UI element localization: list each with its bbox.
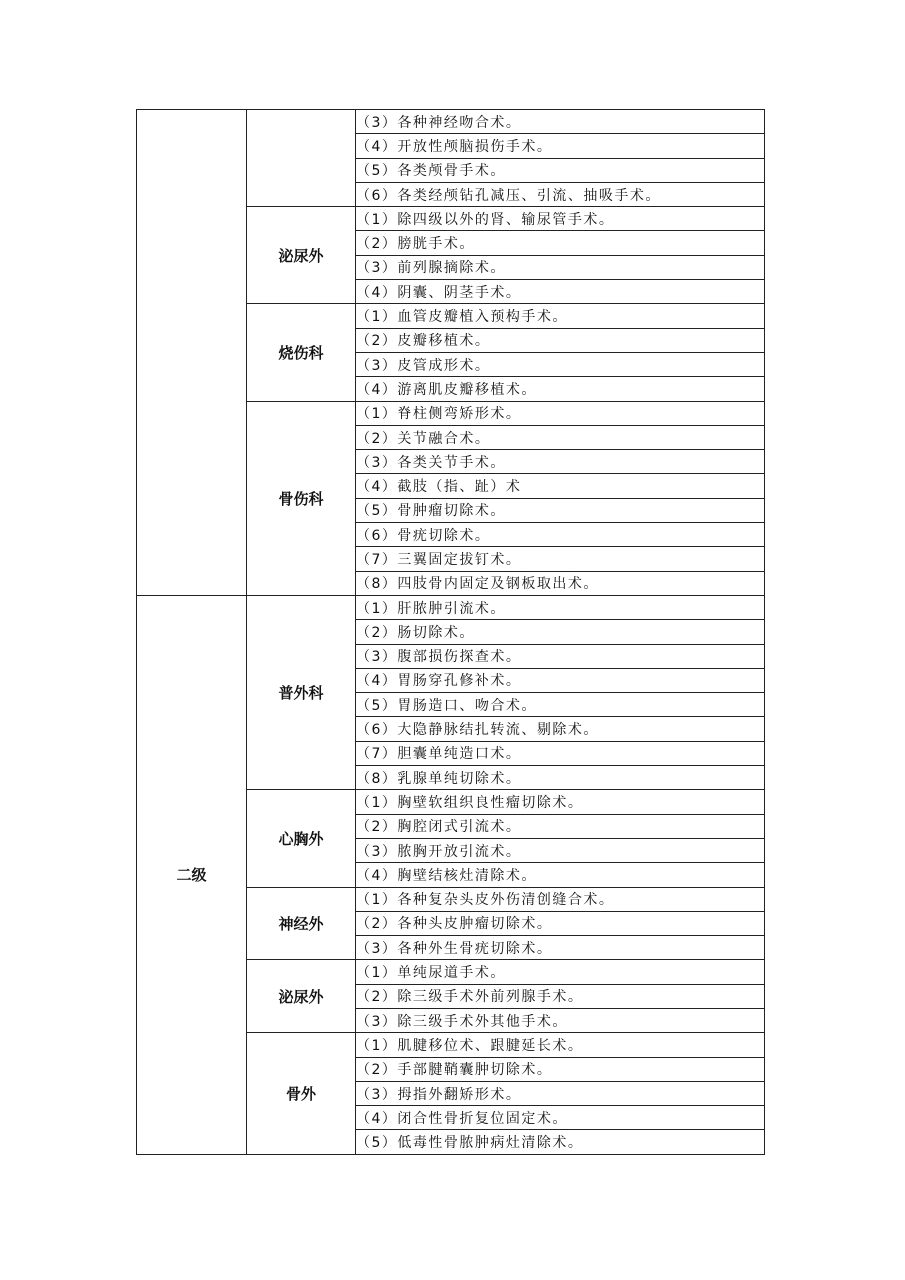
surgery-classification-table [136, 109, 765, 1155]
procedure-cell: （4）闭合性骨折复位固定术。 [356, 1106, 765, 1130]
procedure-cell: （1）胸壁软组织良性瘤切除术。 [356, 790, 765, 814]
level-cell [137, 110, 247, 596]
procedure-cell: （3）各类关节手术。 [356, 450, 765, 474]
procedure-cell: （4）截肢（指、趾）术 [356, 474, 765, 498]
procedure-cell: （6）大隐静脉结扎转流、剔除术。 [356, 717, 765, 741]
procedure-cell: （4）游离肌皮瓣移植术。 [356, 377, 765, 401]
procedure-cell: （4）胃肠穿孔修补术。 [356, 668, 765, 692]
department-cell: 心胸外 [247, 790, 356, 887]
procedure-cell: （3）脓胸开放引流术。 [356, 838, 765, 862]
table-row [137, 110, 765, 134]
procedure-cell: （4）阴囊、阴茎手术。 [356, 280, 765, 304]
procedure-cell: （1）各种复杂头皮外伤清创缝合术。 [356, 887, 765, 911]
table-body [137, 110, 765, 1155]
procedure-cell: （5）骨肿瘤切除术。 [356, 498, 765, 522]
department-cell: 泌尿外 [247, 207, 356, 304]
procedure-cell: （4）开放性颅脑损伤手术。 [356, 134, 765, 158]
procedure-cell: （1）血管皮瓣植入预构手术。 [356, 304, 765, 328]
procedure-cell: （3）各种神经吻合术。 [356, 110, 765, 134]
procedure-cell: （8）乳腺单纯切除术。 [356, 766, 765, 790]
department-cell [247, 110, 356, 207]
procedure-cell: （1）脊柱侧弯矫形术。 [356, 401, 765, 425]
procedure-cell: （2）皮瓣移植术。 [356, 328, 765, 352]
procedure-cell: （1）除四级以外的肾、输尿管手术。 [356, 207, 765, 231]
procedure-cell: （2）关节融合术。 [356, 425, 765, 449]
procedure-cell: （7）胆囊单纯造口术。 [356, 741, 765, 765]
level-cell: 二级 [137, 595, 247, 1154]
procedure-cell: （2）肠切除术。 [356, 620, 765, 644]
procedure-cell: （2）各种头皮肿瘤切除术。 [356, 911, 765, 935]
department-cell: 神经外 [247, 887, 356, 960]
department-cell: 泌尿外 [247, 960, 356, 1033]
procedure-cell: （3）腹部损伤探查术。 [356, 644, 765, 668]
procedure-cell: （5）低毒性骨脓肿病灶清除术。 [356, 1130, 765, 1154]
procedure-cell: （8）四肢骨内固定及钢板取出术。 [356, 571, 765, 595]
procedure-cell: （5）各类颅骨手术。 [356, 158, 765, 182]
procedure-cell: （1）肝脓肿引流术。 [356, 595, 765, 619]
procedure-cell: （3）拇指外翻矫形术。 [356, 1081, 765, 1105]
procedure-cell: （2）手部腱鞘囊肿切除术。 [356, 1057, 765, 1081]
procedure-cell: （1）肌腱移位术、跟腱延长术。 [356, 1033, 765, 1057]
procedure-cell: （1）单纯尿道手术。 [356, 960, 765, 984]
procedure-cell: （7）三翼固定拔钉术。 [356, 547, 765, 571]
procedure-cell: （3）各种外生骨疣切除术。 [356, 936, 765, 960]
department-cell: 骨外 [247, 1033, 356, 1154]
procedure-cell: （3）除三级手术外其他手术。 [356, 1008, 765, 1032]
procedure-cell: （2）除三级手术外前列腺手术。 [356, 984, 765, 1008]
department-cell: 骨伤科 [247, 401, 356, 595]
procedure-cell: （6）各类经颅钻孔减压、引流、抽吸手术。 [356, 182, 765, 206]
procedure-cell: （3）前列腺摘除术。 [356, 255, 765, 279]
procedure-cell: （2）胸腔闭式引流术。 [356, 814, 765, 838]
procedure-cell: （6）骨疣切除术。 [356, 523, 765, 547]
procedure-cell: （2）膀胱手术。 [356, 231, 765, 255]
procedure-cell: （4）胸壁结核灶清除术。 [356, 863, 765, 887]
department-cell: 普外科 [247, 595, 356, 789]
table-row [137, 595, 765, 619]
procedure-cell: （3）皮管成形术。 [356, 352, 765, 376]
department-cell: 烧伤科 [247, 304, 356, 401]
procedure-cell: （5）胃肠造口、吻合术。 [356, 693, 765, 717]
